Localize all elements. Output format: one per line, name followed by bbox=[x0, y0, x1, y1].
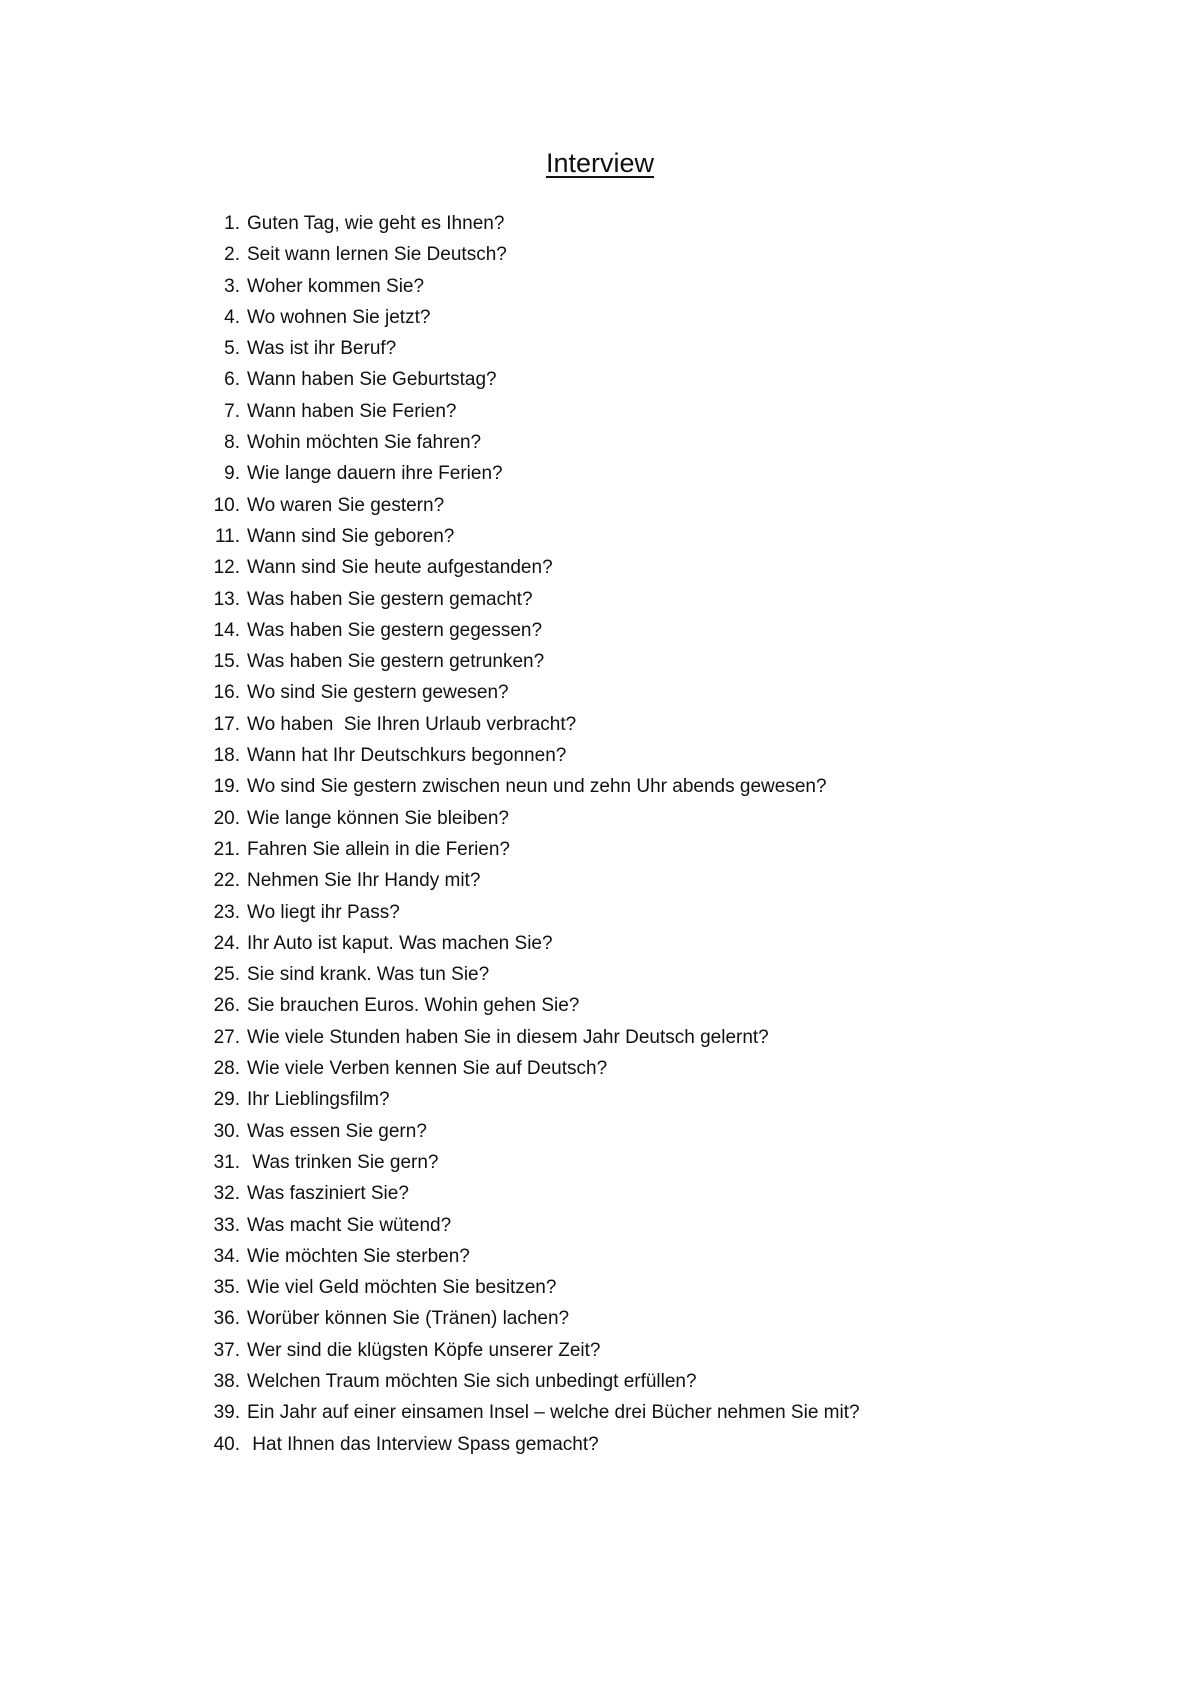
question-text: Welchen Traum möchten Sie sich unbedingt erfüllen? bbox=[247, 1370, 697, 1392]
question-number: 5. bbox=[224, 338, 240, 360]
question-number: 28. bbox=[213, 1058, 240, 1080]
question-text: Wo wohnen Sie jetzt? bbox=[247, 306, 431, 328]
question-text: Wann sind Sie heute aufgestanden? bbox=[247, 557, 553, 579]
question-number: 18. bbox=[213, 745, 240, 767]
question-number: 4. bbox=[224, 306, 240, 328]
question-text: Was fasziniert Sie? bbox=[247, 1183, 409, 1205]
question-number: 37. bbox=[213, 1339, 240, 1361]
question-text: Seit wann lernen Sie Deutsch? bbox=[247, 244, 507, 266]
page-title: Interview bbox=[545, 148, 655, 178]
question-text: Wo sind Sie gestern zwischen neun und zehn Uhr abends gewesen? bbox=[247, 776, 827, 798]
question-number: 29. bbox=[213, 1089, 240, 1111]
question-text: Was macht Sie wütend? bbox=[247, 1214, 452, 1236]
question-text: Wann hat Ihr Deutschkurs begonnen? bbox=[247, 745, 567, 767]
question-text: Nehmen Sie Ihr Handy mit? bbox=[247, 870, 481, 892]
question-text: Hat Ihnen das Interview Spass gemacht? bbox=[247, 1433, 599, 1455]
question-text: Was ist ihr Beruf? bbox=[247, 338, 397, 360]
question-text: Wie lange können Sie bleiben? bbox=[247, 807, 509, 829]
question-text: Sie brauchen Euros. Wohin gehen Sie? bbox=[247, 995, 580, 1017]
question-text: Wo waren Sie gestern? bbox=[247, 494, 445, 516]
question-text: Wo liegt ihr Pass? bbox=[247, 901, 400, 923]
question-number: 17. bbox=[213, 713, 240, 735]
question-number: 39. bbox=[213, 1402, 240, 1424]
question-text: Guten Tag, wie geht es Ihnen? bbox=[247, 213, 505, 234]
question-text: Wo sind Sie gestern gewesen? bbox=[247, 682, 509, 704]
question-text: Sie sind krank. Was tun Sie? bbox=[247, 964, 490, 986]
question-number: 11. bbox=[214, 525, 240, 547]
question-text: Was haben Sie gestern getrunken? bbox=[247, 651, 545, 673]
question-text: Wie möchten Sie sterben? bbox=[247, 1245, 470, 1267]
question-number: 3. bbox=[224, 275, 240, 297]
question-text: Wann haben Sie Ferien? bbox=[247, 400, 457, 422]
question-number: 13. bbox=[213, 588, 240, 610]
question-number: 19. bbox=[213, 776, 240, 798]
question-text: Was haben Sie gestern gegessen? bbox=[247, 619, 543, 641]
question-number: 26. bbox=[213, 995, 240, 1017]
question-text: Wer sind die klügsten Köpfe unserer Zeit? bbox=[247, 1339, 601, 1361]
question-number: 9. bbox=[224, 463, 240, 485]
question-number: 20. bbox=[213, 807, 240, 829]
question-text: Wie lange dauern ihre Ferien? bbox=[247, 463, 503, 485]
question-number: 6. bbox=[224, 369, 240, 391]
question-number: 7. bbox=[224, 400, 240, 422]
question-number: 24. bbox=[213, 932, 240, 954]
question-number: 25. bbox=[213, 964, 240, 986]
question-number: 34. bbox=[213, 1245, 240, 1267]
question-text: Was essen Sie gern? bbox=[247, 1120, 427, 1142]
question-text: Was haben Sie gestern gemacht? bbox=[247, 588, 533, 610]
question-number: 30. bbox=[213, 1120, 240, 1142]
question-number: 23. bbox=[213, 901, 240, 923]
question-number: 31. bbox=[213, 1151, 240, 1173]
question-number: 40. bbox=[213, 1433, 240, 1455]
question-text: Wann sind Sie geboren? bbox=[247, 525, 455, 547]
question-text: Woher kommen Sie? bbox=[247, 275, 425, 297]
question-text: Ihr Auto ist kaput. Was machen Sie? bbox=[247, 932, 553, 954]
question-text: Wie viele Verben kennen Sie auf Deutsch? bbox=[247, 1058, 608, 1080]
question-text: Wohin möchten Sie fahren? bbox=[247, 432, 482, 454]
question-number: 27. bbox=[213, 1026, 240, 1048]
question-number: 16. bbox=[213, 682, 240, 704]
question-text: Wie viele Stunden haben Sie in diesem Jahr Deutsch gelernt? bbox=[247, 1026, 769, 1048]
question-text: Wie viel Geld möchten Sie besitzen? bbox=[247, 1277, 557, 1299]
question-number: 15. bbox=[213, 651, 240, 673]
question-text: Worüber können Sie (Tränen) lachen? bbox=[247, 1308, 570, 1330]
question-text: Fahren Sie allein in die Ferien? bbox=[247, 838, 510, 860]
question-text: Wo haben Sie Ihren Urlaub verbracht? bbox=[247, 713, 577, 735]
question-number: 1. bbox=[224, 213, 240, 234]
question-text: Ein Jahr auf einer einsamen Insel – welche drei Bücher nehmen Sie mit? bbox=[247, 1402, 860, 1424]
question-number: 32. bbox=[213, 1183, 240, 1205]
question-number: 2. bbox=[224, 244, 240, 266]
question-number: 33. bbox=[213, 1214, 240, 1236]
question-number: 12. bbox=[213, 557, 240, 579]
question-text: Wann haben Sie Geburtstag? bbox=[247, 369, 497, 391]
question-number: 14. bbox=[213, 619, 240, 641]
question-text: Ihr Lieblingsfilm? bbox=[247, 1089, 390, 1111]
question-number: 10. bbox=[213, 494, 240, 516]
question-number: 22. bbox=[213, 870, 240, 892]
question-text: Was trinken Sie gern? bbox=[247, 1151, 439, 1173]
question-number: 38. bbox=[213, 1370, 240, 1392]
question-number: 8. bbox=[224, 432, 240, 454]
question-number: 35. bbox=[213, 1277, 240, 1299]
question-number: 21. bbox=[213, 838, 240, 860]
question-number: 36. bbox=[213, 1308, 240, 1330]
